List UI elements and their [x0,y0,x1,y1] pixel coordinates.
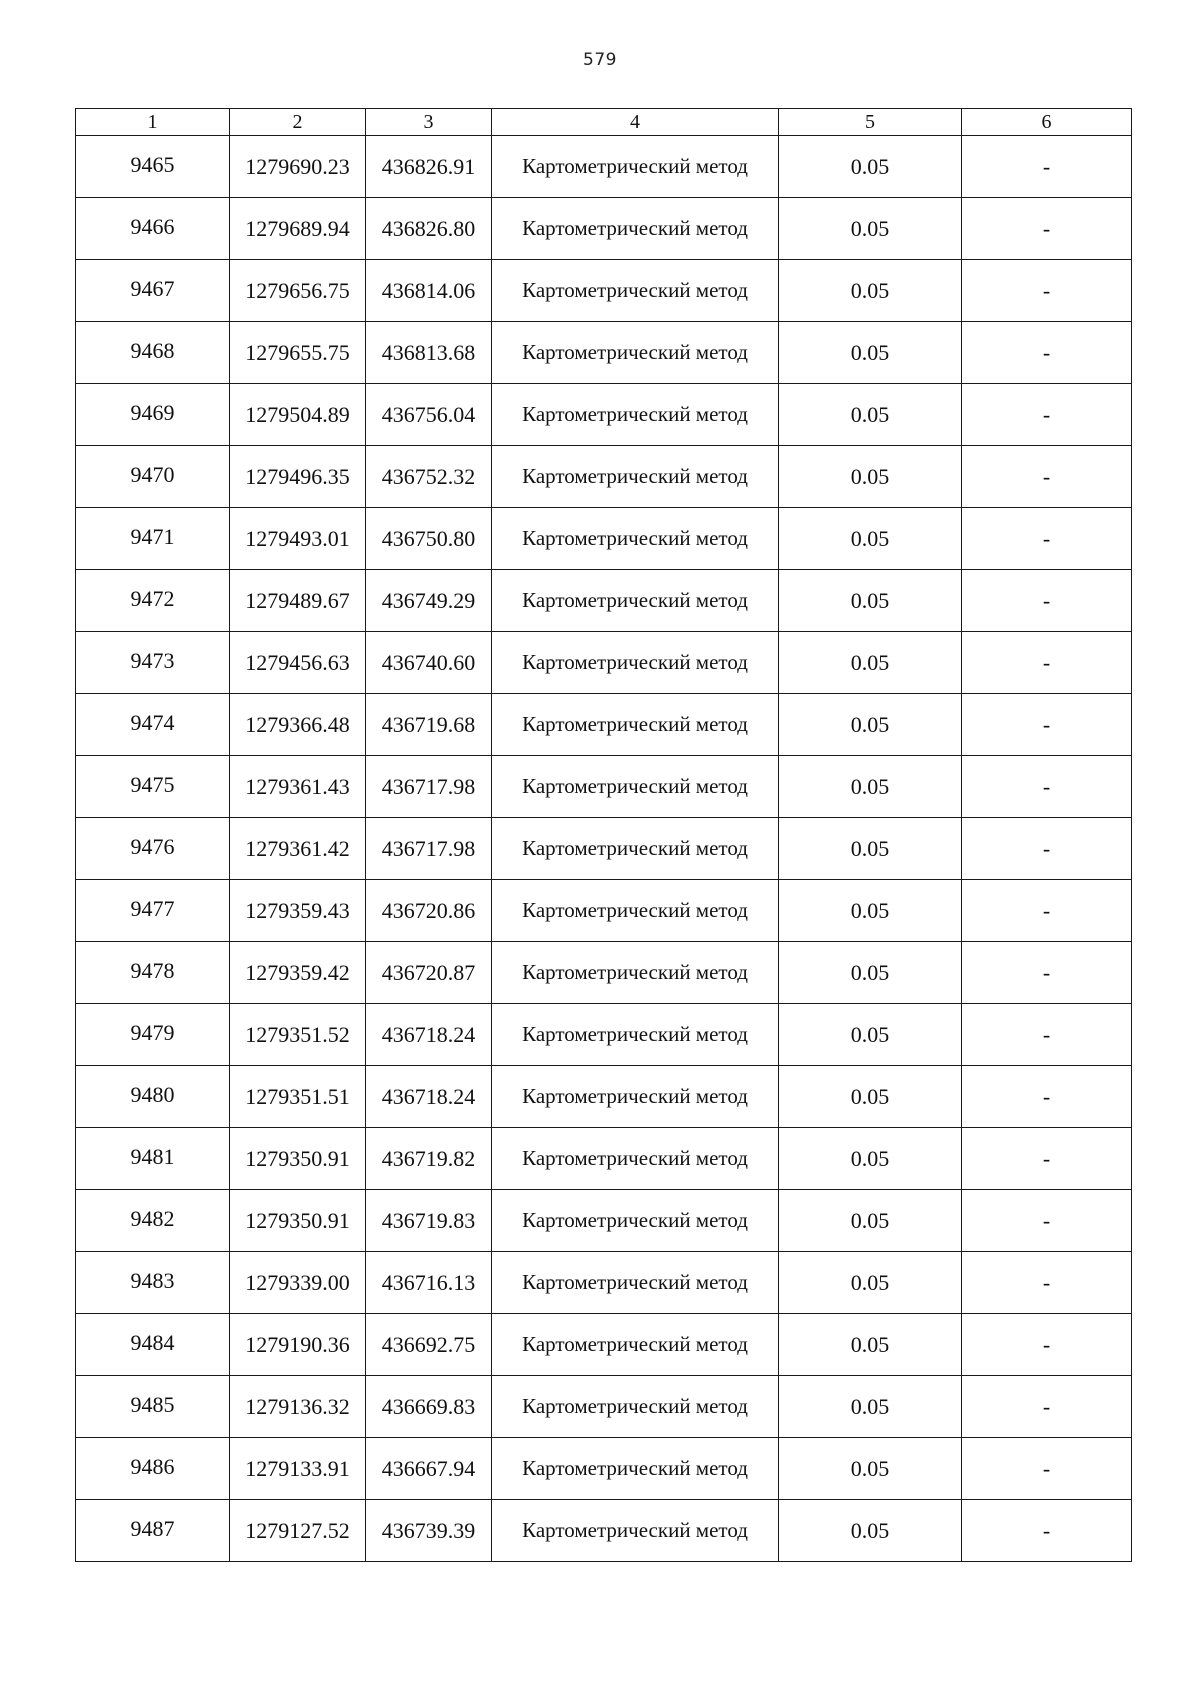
cell-accuracy: 0.05 [779,756,962,818]
cell-point-number: 9472 [76,570,230,632]
cell-method: Картометрический метод [492,136,779,198]
cell-coordinate-x: 1279190.36 [230,1314,366,1376]
cell-method: Картометрический метод [492,322,779,384]
cell-coordinate-x: 1279689.94 [230,198,366,260]
cell-point-number: 9470 [76,446,230,508]
cell-note: - [962,1128,1132,1190]
cell-coordinate-y: 436749.29 [366,570,492,632]
coordinates-table [75,108,1132,1562]
table-row [76,1500,1132,1562]
cell-coordinate-x: 1279366.48 [230,694,366,756]
table-row [76,1314,1132,1376]
table-header [76,109,1132,136]
cell-point-number: 9466 [76,198,230,260]
column-header-4: 4 [492,109,779,136]
cell-method: Картометрический метод [492,1252,779,1314]
cell-point-number: 9482 [76,1190,230,1252]
cell-coordinate-x: 1279127.52 [230,1500,366,1562]
column-header-1: 1 [76,109,230,136]
cell-coordinate-x: 1279656.75 [230,260,366,322]
table-row [76,1438,1132,1500]
cell-coordinate-y: 436718.24 [366,1066,492,1128]
cell-note: - [962,136,1132,198]
cell-note: - [962,694,1132,756]
cell-coordinate-y: 436716.13 [366,1252,492,1314]
cell-point-number: 9476 [76,818,230,880]
cell-point-number: 9471 [76,508,230,570]
cell-coordinate-x: 1279496.35 [230,446,366,508]
cell-note: - [962,942,1132,1004]
cell-note: - [962,756,1132,818]
cell-point-number: 9484 [76,1314,230,1376]
cell-method: Картометрический метод [492,446,779,508]
column-header-6: 6 [962,109,1132,136]
cell-point-number: 9487 [76,1500,230,1562]
cell-accuracy: 0.05 [779,1128,962,1190]
cell-accuracy: 0.05 [779,1066,962,1128]
cell-accuracy: 0.05 [779,570,962,632]
cell-point-number: 9481 [76,1128,230,1190]
cell-point-number: 9478 [76,942,230,1004]
cell-method: Картометрический метод [492,1438,779,1500]
cell-coordinate-y: 436667.94 [366,1438,492,1500]
cell-method: Картометрический метод [492,1376,779,1438]
table-row [76,136,1132,198]
cell-method: Картометрический метод [492,942,779,1004]
table-row [76,1128,1132,1190]
cell-point-number: 9486 [76,1438,230,1500]
cell-note: - [962,1066,1132,1128]
cell-coordinate-x: 1279359.43 [230,880,366,942]
cell-coordinate-y: 436739.39 [366,1500,492,1562]
table-row [76,384,1132,446]
cell-note: - [962,880,1132,942]
table-row [76,1066,1132,1128]
cell-method: Картометрический метод [492,508,779,570]
cell-accuracy: 0.05 [779,632,962,694]
cell-coordinate-x: 1279351.51 [230,1066,366,1128]
cell-method: Картометрический метод [492,1500,779,1562]
table-body [76,136,1132,1562]
cell-coordinate-y: 436717.98 [366,818,492,880]
cell-method: Картометрический метод [492,570,779,632]
cell-accuracy: 0.05 [779,1438,962,1500]
cell-coordinate-y: 436717.98 [366,756,492,818]
cell-method: Картометрический метод [492,1190,779,1252]
table-row [76,198,1132,260]
cell-coordinate-x: 1279493.01 [230,508,366,570]
cell-accuracy: 0.05 [779,322,962,384]
cell-method: Картометрический метод [492,1314,779,1376]
cell-accuracy: 0.05 [779,1500,962,1562]
cell-method: Картометрический метод [492,880,779,942]
table-row [76,570,1132,632]
table-row [76,260,1132,322]
cell-note: - [962,384,1132,446]
cell-coordinate-x: 1279339.00 [230,1252,366,1314]
cell-note: - [962,1252,1132,1314]
cell-accuracy: 0.05 [779,260,962,322]
cell-method: Картометрический метод [492,756,779,818]
cell-coordinate-x: 1279504.89 [230,384,366,446]
cell-note: - [962,1438,1132,1500]
cell-coordinate-y: 436692.75 [366,1314,492,1376]
cell-coordinate-x: 1279136.32 [230,1376,366,1438]
cell-point-number: 9474 [76,694,230,756]
cell-accuracy: 0.05 [779,1190,962,1252]
cell-coordinate-x: 1279350.91 [230,1190,366,1252]
cell-method: Картометрический метод [492,818,779,880]
table-row [76,694,1132,756]
table-row [76,1190,1132,1252]
cell-note: - [962,1500,1132,1562]
column-header-5: 5 [779,109,962,136]
page-number: 579 [583,50,617,70]
cell-note: - [962,1314,1132,1376]
cell-coordinate-x: 1279489.67 [230,570,366,632]
cell-point-number: 9469 [76,384,230,446]
cell-point-number: 9465 [76,136,230,198]
cell-note: - [962,198,1132,260]
cell-accuracy: 0.05 [779,694,962,756]
cell-point-number: 9468 [76,322,230,384]
cell-point-number: 9477 [76,880,230,942]
cell-coordinate-x: 1279456.63 [230,632,366,694]
cell-coordinate-y: 436813.68 [366,322,492,384]
table-row [76,508,1132,570]
header-row [76,109,1132,136]
table-row [76,1252,1132,1314]
cell-accuracy: 0.05 [779,198,962,260]
cell-coordinate-y: 436720.86 [366,880,492,942]
cell-method: Картометрический метод [492,198,779,260]
cell-point-number: 9467 [76,260,230,322]
cell-coordinate-x: 1279350.91 [230,1128,366,1190]
cell-point-number: 9480 [76,1066,230,1128]
cell-note: - [962,260,1132,322]
cell-coordinate-y: 436826.80 [366,198,492,260]
table-row [76,942,1132,1004]
cell-coordinate-x: 1279351.52 [230,1004,366,1066]
cell-point-number: 9475 [76,756,230,818]
table-row [76,446,1132,508]
cell-note: - [962,322,1132,384]
cell-coordinate-x: 1279690.23 [230,136,366,198]
cell-coordinate-y: 436720.87 [366,942,492,1004]
table-row [76,880,1132,942]
cell-method: Картометрический метод [492,1066,779,1128]
cell-accuracy: 0.05 [779,136,962,198]
cell-coordinate-x: 1279655.75 [230,322,366,384]
cell-method: Картометрический метод [492,1128,779,1190]
cell-coordinate-y: 436750.80 [366,508,492,570]
cell-accuracy: 0.05 [779,880,962,942]
table-row [76,1376,1132,1438]
cell-accuracy: 0.05 [779,818,962,880]
cell-note: - [962,818,1132,880]
cell-accuracy: 0.05 [779,1252,962,1314]
cell-note: - [962,446,1132,508]
cell-point-number: 9479 [76,1004,230,1066]
cell-coordinate-y: 436752.32 [366,446,492,508]
cell-method: Картометрический метод [492,694,779,756]
table-row [76,322,1132,384]
cell-accuracy: 0.05 [779,446,962,508]
cell-coordinate-x: 1279361.42 [230,818,366,880]
cell-accuracy: 0.05 [779,1314,962,1376]
cell-coordinate-y: 436718.24 [366,1004,492,1066]
cell-accuracy: 0.05 [779,384,962,446]
cell-coordinate-y: 436719.68 [366,694,492,756]
cell-coordinate-y: 436669.83 [366,1376,492,1438]
cell-coordinate-x: 1279361.43 [230,756,366,818]
cell-note: - [962,1190,1132,1252]
cell-coordinate-y: 436826.91 [366,136,492,198]
cell-note: - [962,632,1132,694]
cell-method: Картометрический метод [492,632,779,694]
cell-point-number: 9483 [76,1252,230,1314]
cell-note: - [962,570,1132,632]
cell-note: - [962,1376,1132,1438]
column-header-2: 2 [230,109,366,136]
cell-coordinate-x: 1279133.91 [230,1438,366,1500]
cell-coordinate-y: 436719.83 [366,1190,492,1252]
cell-accuracy: 0.05 [779,942,962,1004]
table-row [76,818,1132,880]
cell-coordinate-y: 436719.82 [366,1128,492,1190]
cell-method: Картометрический метод [492,260,779,322]
cell-coordinate-y: 436756.04 [366,384,492,446]
cell-accuracy: 0.05 [779,1376,962,1438]
cell-coordinate-y: 436740.60 [366,632,492,694]
cell-point-number: 9485 [76,1376,230,1438]
cell-note: - [962,508,1132,570]
table-row [76,1004,1132,1066]
cell-accuracy: 0.05 [779,508,962,570]
cell-accuracy: 0.05 [779,1004,962,1066]
table-row [76,756,1132,818]
column-header-3: 3 [366,109,492,136]
cell-coordinate-y: 436814.06 [366,260,492,322]
cell-coordinate-x: 1279359.42 [230,942,366,1004]
table-row [76,632,1132,694]
cell-note: - [962,1004,1132,1066]
cell-method: Картометрический метод [492,384,779,446]
cell-method: Картометрический метод [492,1004,779,1066]
cell-point-number: 9473 [76,632,230,694]
